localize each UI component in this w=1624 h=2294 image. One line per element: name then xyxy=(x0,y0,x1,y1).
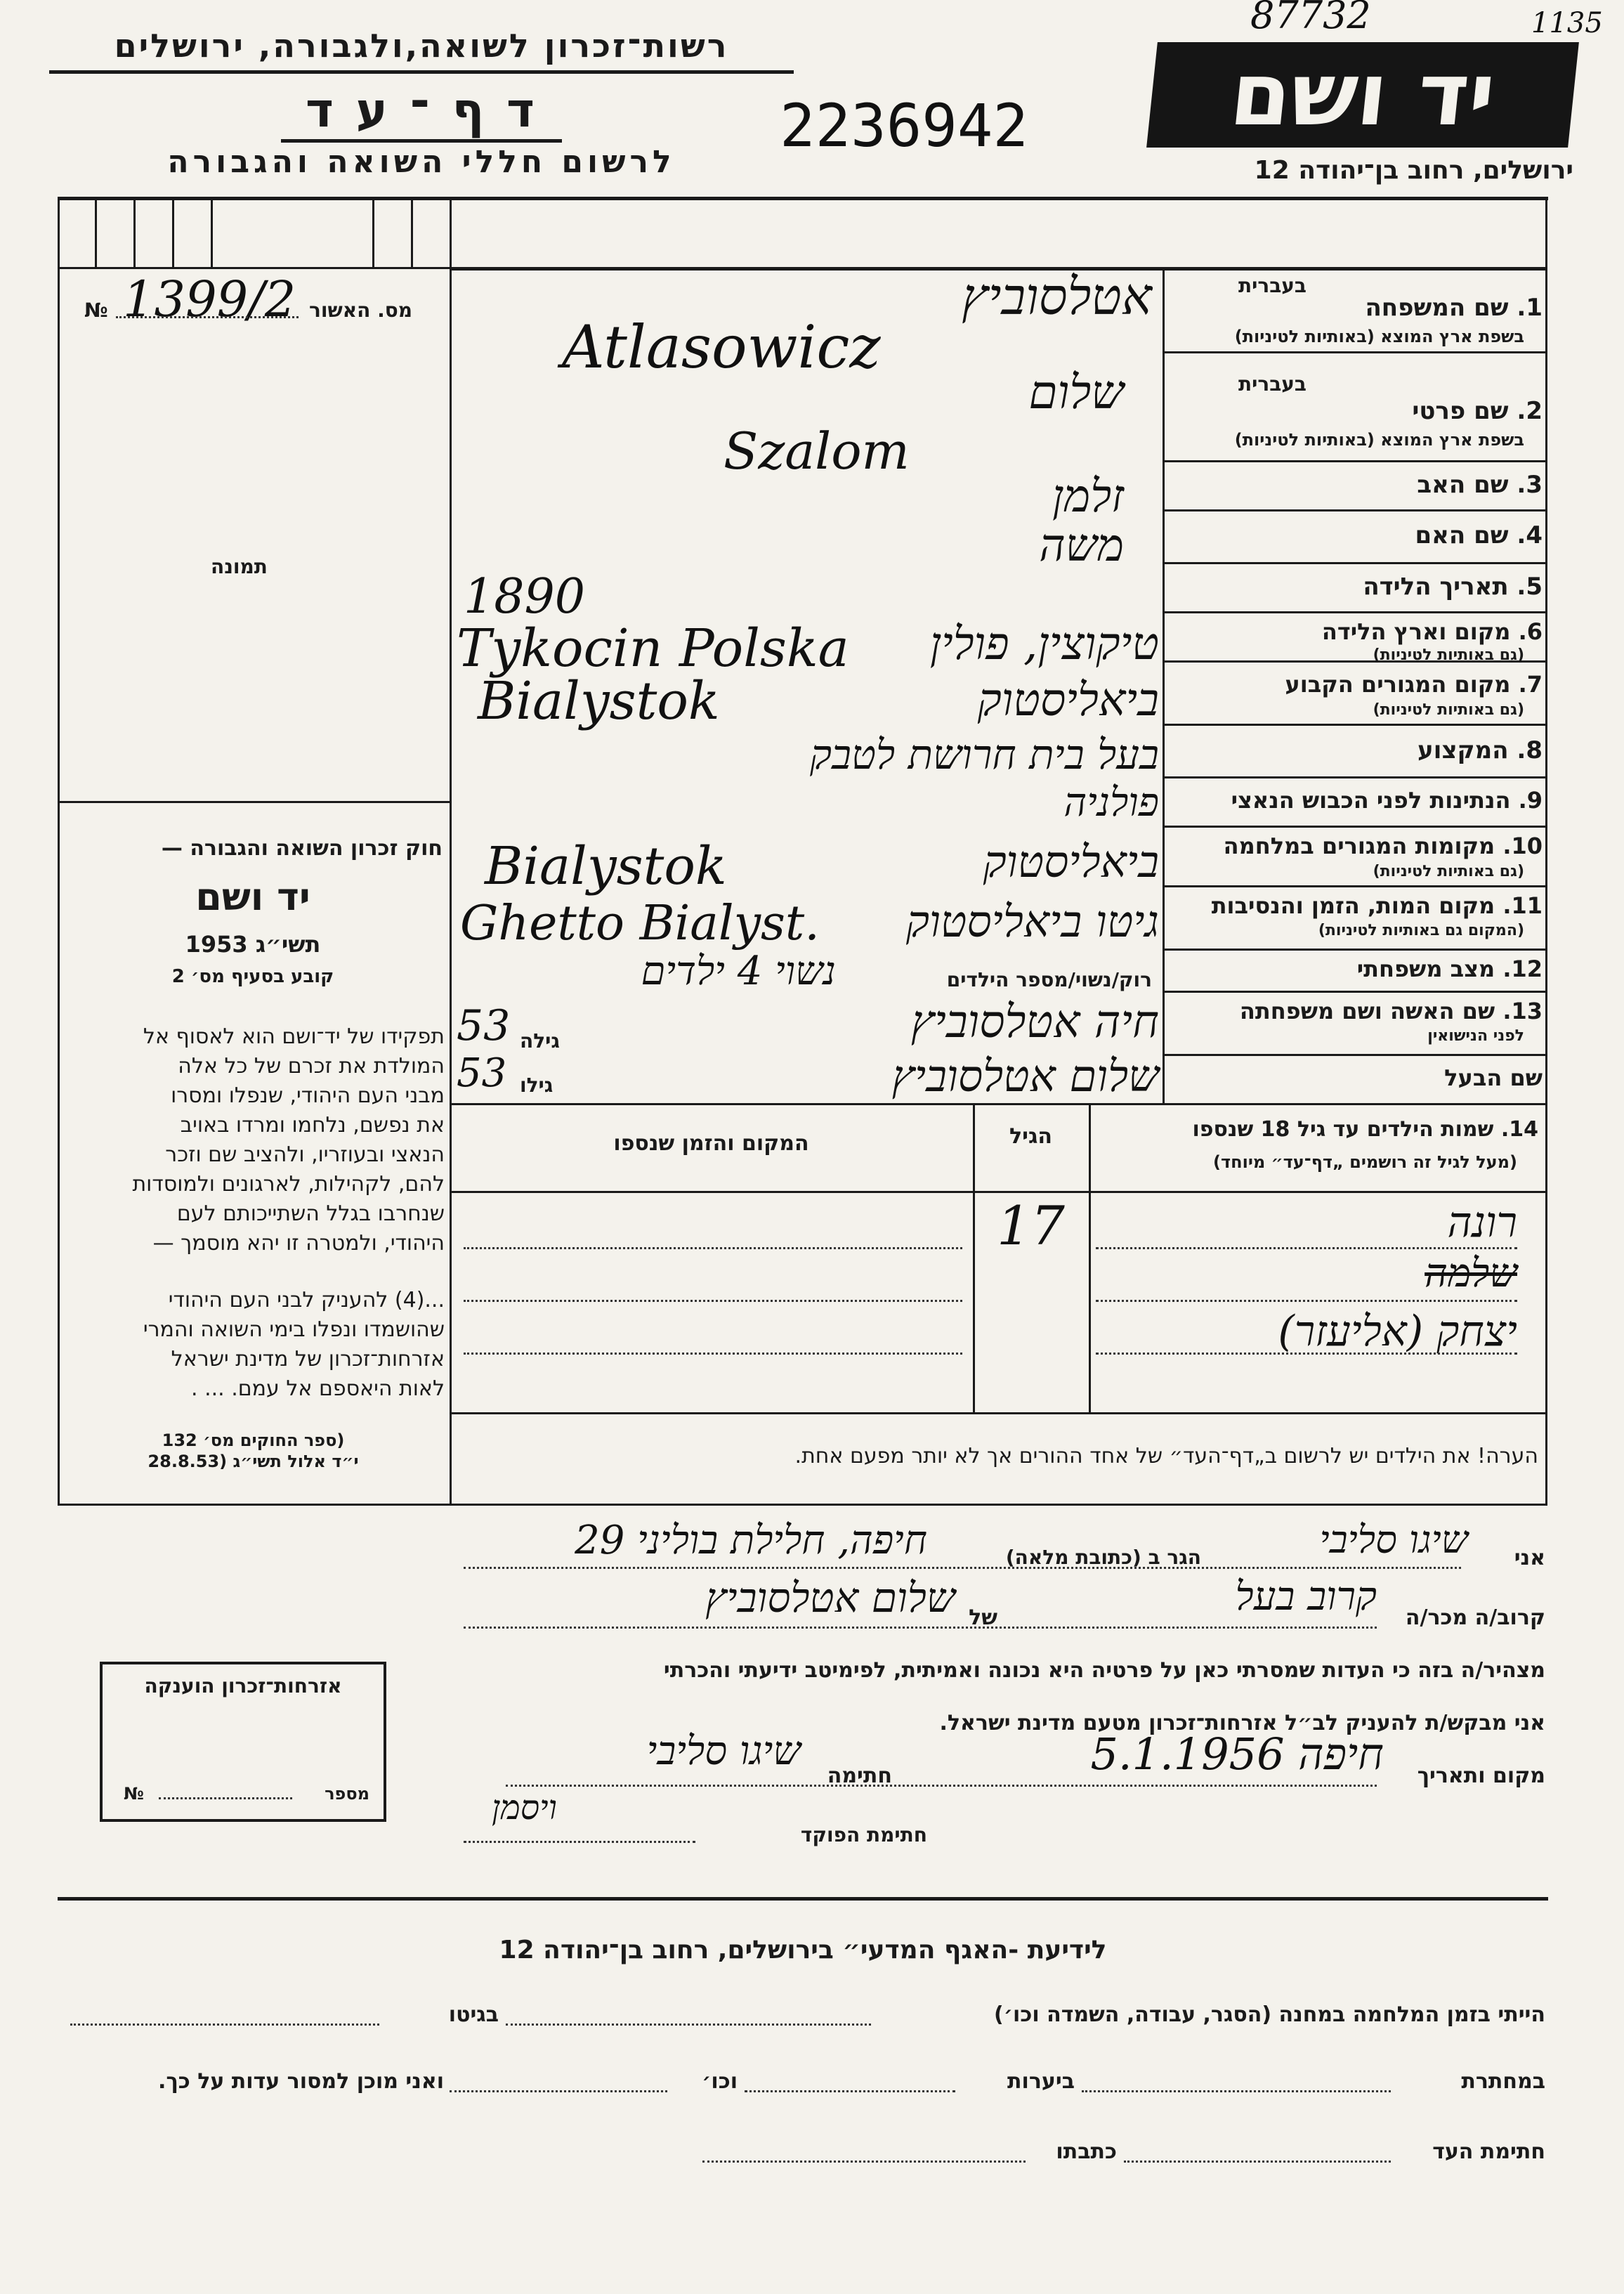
profession: בעל בית חרושת לטבק xyxy=(810,731,1159,778)
citizenship: פולניה xyxy=(1063,780,1159,826)
officer-signature-label: חתימת הפוקד xyxy=(800,1823,927,1846)
form-title: ד ף ־ ע ד xyxy=(305,83,538,138)
authority-name: רשות־זכרון לשואה,ולגבורה, ירושלים xyxy=(114,27,729,65)
children-col-place: המקום והזמן שנספו xyxy=(613,1131,809,1156)
decl-resides-label: הגר ב (כתובת מלאה) xyxy=(1005,1546,1201,1569)
relation: קרוב בעל xyxy=(1235,1574,1377,1620)
field-1-sub: בשפת ארץ המוצא (באותיות לטיניות) xyxy=(1234,327,1524,346)
memorial-box-number-label: מספר xyxy=(325,1784,369,1804)
surname-hebrew: אטלסוביץ xyxy=(962,267,1152,326)
permit-no-mark: № xyxy=(84,299,108,322)
photo-label: תמונה xyxy=(211,555,268,578)
surname-latin: Atlasowicz xyxy=(562,313,881,382)
field-1-tag: בעברית xyxy=(1238,274,1307,297)
law-clause: קובע בסעיף מס׳ 2 xyxy=(171,966,334,987)
field-1-label: 1. שם המשפחה xyxy=(1365,294,1543,322)
field-13-label: 13. שם האשה ושם משפחתה xyxy=(1239,998,1543,1024)
birthplace-hebrew: טיקוצין, פולין xyxy=(929,618,1159,670)
husband-age-label: גילו xyxy=(520,1074,554,1097)
field-9-label: 9. הנתינות לפני הכבוש הנאצי xyxy=(1231,787,1543,814)
death-place-latin: Ghetto Bialyst. xyxy=(460,896,820,951)
children-heading-sub: (מעל לגיל זה רושמים „דף־עד״ מיוחד) xyxy=(1213,1152,1517,1172)
wife-name: חיה אטלסוביץ xyxy=(910,996,1159,1048)
signature-label: חתימה xyxy=(827,1764,892,1788)
bottom-line2-start: במחתרת xyxy=(1461,2069,1545,2094)
decl-request: אני מבקש/ת להעניק לב״ל אזרחות־זכרון מטעם מדינת ישראל. xyxy=(939,1711,1545,1735)
wife-age-label: גילה xyxy=(520,1029,560,1052)
field-7-label: 7. מקום המגורים הקבוע xyxy=(1285,671,1543,698)
field-2-tag: בעברית xyxy=(1238,372,1307,396)
child-2-name: שלמה xyxy=(1425,1251,1517,1296)
law-heading: חוק זכרון השואה והגבורה — xyxy=(161,836,443,861)
memorial-citizenship-box xyxy=(100,1662,386,1822)
field-3-label: 3. שם האב xyxy=(1417,471,1543,499)
bottom-line2-mid: ביערות xyxy=(1007,2069,1075,2094)
decl-i-label: אני xyxy=(1514,1546,1545,1570)
note-text: הערה! את הילדים יש לרשום ב„דף־העד״ של אחד ההורים אך לא יותר מפעם אחת. xyxy=(794,1444,1538,1468)
husband-age: 53 xyxy=(457,1050,507,1096)
wartime-residence-latin: Bialystok xyxy=(485,836,727,897)
place-date: חיפה 5.1.1956 xyxy=(1090,1728,1384,1780)
archive-number: 87732 xyxy=(1250,0,1371,37)
field-12-label: 12. מצב משפחתי xyxy=(1356,956,1543,982)
field-10-label: 10. מקומות המגורים במלחמה xyxy=(1223,833,1543,859)
decl-relative-label: קרוב/ה מכר/ה xyxy=(1405,1605,1545,1630)
field-5-label: 5. תאריך הלידה xyxy=(1363,573,1543,601)
deceased-name: שלום אטלסוביץ xyxy=(705,1574,955,1622)
decl-statement: מצהיר/ה בזה כי העדות שמסרתי כאן על פרטיה היא נכונה ואמיתית, לפימיטב ידיעתי והכרתי xyxy=(663,1658,1545,1683)
witness-name: שיגו סליבי xyxy=(1319,1518,1468,1562)
birth-date: 1890 xyxy=(464,569,586,625)
children-heading: 14. שמות הילדים עד גיל 18 שנספו xyxy=(1192,1117,1538,1142)
child-1-age: 17 xyxy=(997,1194,1065,1257)
birthplace-latin: Tykocin Polska xyxy=(457,618,849,679)
marital-status: נשוי 4 ילדים xyxy=(641,949,836,994)
residence-hebrew: ביאליסטוק xyxy=(977,674,1159,726)
decl-of-label: של xyxy=(969,1605,997,1630)
field-6-label: 6. מקום וארץ הלידה xyxy=(1321,618,1543,645)
field-13-sub: לפני הנישואין xyxy=(1427,1027,1524,1045)
archive-corner-number: 1135 xyxy=(1531,7,1603,39)
death-place-hebrew: גיטו ביאליסטוק xyxy=(905,896,1159,947)
bottom-line1: הייתי בזמן המלחמה במחנה (הסגר, עבודה, השמדה וכו׳) xyxy=(994,2002,1545,2027)
bottom-line1-end: בגיטו xyxy=(448,2002,499,2027)
bottom-line2-end: ואני מוכן למסור עדות על כך. xyxy=(158,2069,444,2094)
field-12-extra-label: רוק/נשוי/מספר הילדים xyxy=(946,968,1152,991)
bottom-heading: לידיעת -האגף המדעי״ בירושלים, רחוב בן־יהודה 12 xyxy=(499,1936,1107,1964)
law-name: יד ושם xyxy=(195,875,310,919)
place-date-label: מקום ותאריך xyxy=(1417,1764,1545,1788)
bottom-line2-etc: וכו׳ xyxy=(702,2069,738,2094)
law-text-clause-4: ...(4) להעניק לבני העם היהודי שהושמדו ונפלו בימי השואה והמרי אזרחות־זכרון של מדינת ישראל לאות היאספם אל עמם. ... . xyxy=(143,1288,445,1401)
wartime-residence-hebrew: ביאליסטוק xyxy=(983,836,1159,887)
law-text: תפקידו של יד־ושם הוא לאסוף אל המולדת את זכרם של כל אלה מבני העם היהודי, שנפלו ומסרו את נפשם, נלחמו ומרדו באויב הנאצי ובעוזריו, ולהציב שם וזכר להם, לקהילות, לארגונים ולמוסדות שנחרבו בגלל השתייכותם לעם היהודי, ולמטרה זו יהא מוסמך — xyxy=(132,1024,445,1256)
father-name: זלמן xyxy=(1052,471,1124,523)
child-1-name: רונה xyxy=(1447,1198,1517,1247)
memorial-box-no-mark: № xyxy=(124,1784,144,1804)
bottom-line3-start: חתימת העד xyxy=(1432,2139,1545,2164)
law-year: תשי״ג 1953 xyxy=(185,931,321,958)
field-4-label: 4. שם האם xyxy=(1415,521,1543,549)
field-8-label: 8. המקצוע xyxy=(1417,736,1543,764)
husband-name: שלום אטלסוביץ xyxy=(891,1050,1159,1102)
institution-address: ירושלים, רחוב בן־יהודה 12 xyxy=(1254,156,1573,185)
child-3-name: יצחק (אליעזר) xyxy=(1278,1307,1517,1356)
bottom-line3-mid: כתבתו xyxy=(1056,2139,1117,2164)
memorial-box-title: אזרחות־זכרון הוענקה xyxy=(144,1674,342,1697)
officer-signature: ויסמן xyxy=(492,1788,557,1827)
form-subtitle: לרשום חללי השואה והגבורה xyxy=(167,144,676,180)
permit-number: 1399/2 xyxy=(123,271,296,328)
field-6-sub: (גם באותיות לטיניות) xyxy=(1373,646,1524,664)
witness-address: חיפה, חלילת בוליני 29 xyxy=(575,1518,927,1563)
field-11-label: 11. מקום המות, הזמן והנסיבות xyxy=(1211,892,1543,919)
field-10-sub: (גם באותיות לטיניות) xyxy=(1373,863,1524,880)
field-11-sub: (המקום גם באותיות לטיניות) xyxy=(1318,922,1524,939)
field-2-label: 2. שם פרטי xyxy=(1412,397,1543,425)
witness-signature: שיגו סליבי xyxy=(646,1728,801,1774)
field-2-sub: בשפת ארץ המוצא (באותיות לטיניות) xyxy=(1234,430,1524,450)
children-col-age: הגיל xyxy=(1009,1124,1052,1149)
field-7-sub: (גם באותיות לטיניות) xyxy=(1373,701,1524,719)
first-name-hebrew: שלום xyxy=(1028,365,1124,419)
residence-latin: Bialystok xyxy=(478,671,720,731)
law-reference: (ספר החוקים מס׳ 132 י״ד אלול תשי״ג (28.8.53 xyxy=(148,1431,359,1471)
husband-label: שם הבעל xyxy=(1444,1064,1543,1091)
yad-vashem-logo: יד ושם xyxy=(1146,42,1579,148)
document-number: 2236942 xyxy=(780,91,1029,160)
mother-name: משה xyxy=(1039,520,1124,572)
first-name-latin: Szalom xyxy=(723,422,910,481)
permit-label: מס. האשור xyxy=(309,299,412,322)
wife-age: 53 xyxy=(457,1001,511,1050)
